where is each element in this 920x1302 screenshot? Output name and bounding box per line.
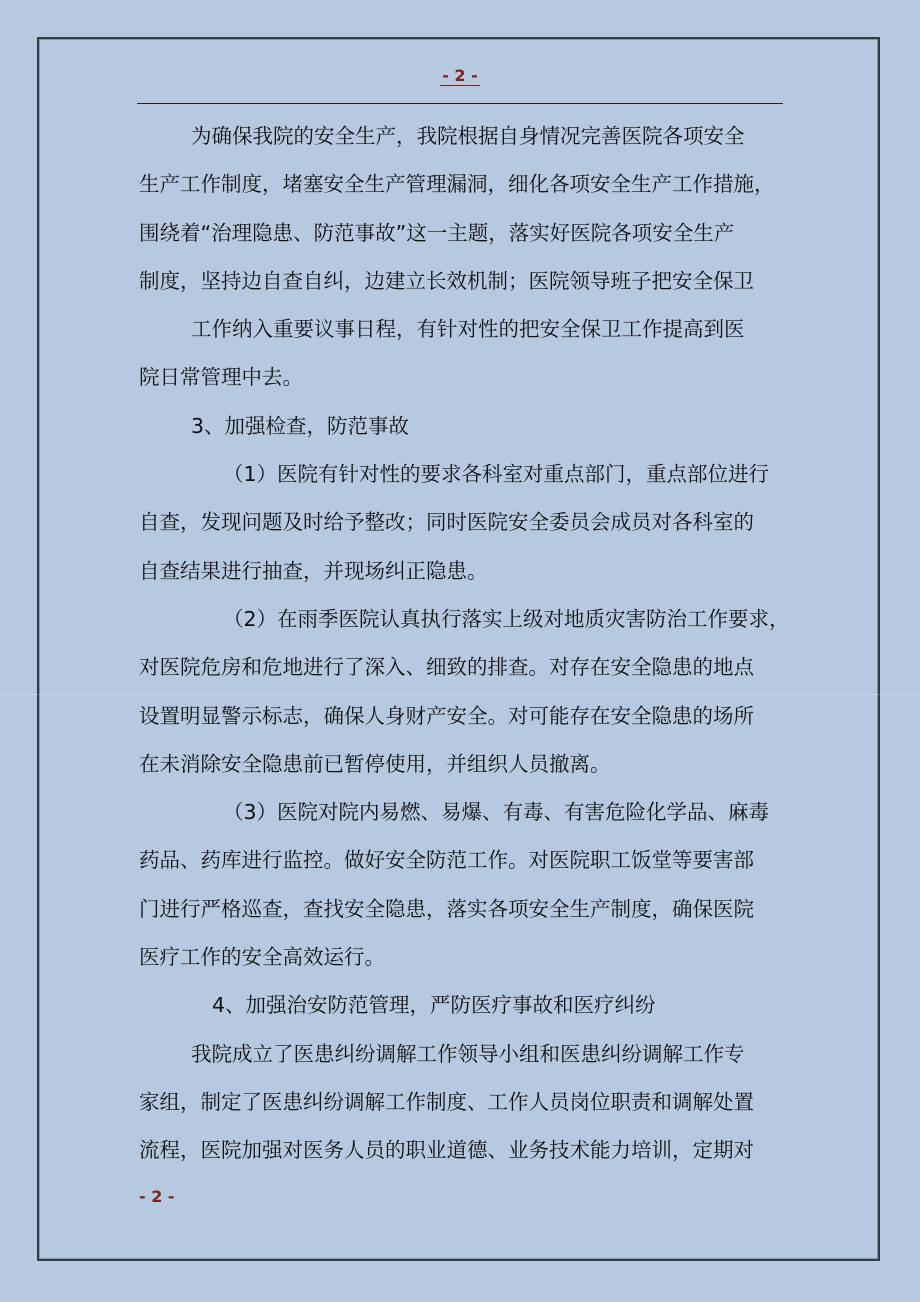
paragraph-line: 院日常管理中去。 [139, 365, 303, 390]
paragraph-line: 围绕着“治理隐患、防范事故”这一主题，落实好医院各项安全生产 [139, 220, 735, 245]
paragraph-line: 流程，医院加强对医务人员的职业道德、业务技术能力培训，定期对 [139, 1138, 754, 1163]
paragraph-line: 门进行严格巡查，查找安全隐患，落实各项安全生产制度，确保医院 [139, 896, 754, 921]
section-heading: 4、加强治安防范管理，严防医疗事故和医疗纠纷 [212, 993, 656, 1018]
paragraph-line: 设置明显警示标志，确保人身财产安全。对可能存在安全隐患的场所 [139, 703, 754, 728]
paragraph-line: 为确保我院的安全生产，我院根据自身情况完善医院各项安全 [191, 124, 745, 148]
header-rule [137, 103, 783, 104]
paragraph-line: 自查结果进行抽查，并现场纠正隐患。 [139, 558, 488, 583]
section-heading: 3、加强检查，防范事故 [191, 413, 410, 438]
paragraph-line: （2）在雨季医院认真执行落实上级对地质灾害防治工作要求， [223, 606, 790, 631]
paragraph-line: 生产工作制度，堵塞安全生产管理漏洞，细化各项安全生产工作措施， [139, 172, 775, 197]
header-page-number [420, 66, 500, 86]
paragraph-line: （1）医院有针对性的要求各科室对重点部门，重点部位进行 [223, 462, 770, 487]
paragraph-line: 在未消除安全隐患前已暂停使用，并组织人员撤离。 [139, 751, 611, 776]
paragraph-line: 自查，发现问题及时给予整改；同时医院安全委员会成员对各科室的 [139, 510, 754, 535]
paragraph-line: 家组，制定了医患纠纷调解工作制度、工作人员岗位职责和调解处置 [139, 1089, 754, 1114]
paragraph-line: 药品、药库进行监控。做好安全防范工作。对医院职工饭堂等要害部 [139, 848, 754, 873]
footer-page-number: - 2 - [139, 1187, 175, 1206]
document-body [139, 112, 799, 1175]
paragraph-line: 工作纳入重要议事日程，有针对性的把安全保卫工作提高到医 [191, 317, 745, 342]
paragraph-line: 我院成立了医患纠纷调解工作领导小组和医患纠纷调解工作专 [191, 1041, 745, 1066]
paragraph-line: （3）医院对院内易燃、易爆、有毒、有害危险化学品、麻毒 [223, 800, 770, 825]
header-page-number-text: - 2 - [442, 66, 478, 85]
paragraph-line: 制度，坚持边自查自纠，边建立长效机制；医院领导班子把安全保卫 [139, 268, 754, 293]
paragraph-line: 对医院危房和危地进行了深入、细致的排查。对存在安全隐患的地点 [139, 655, 754, 680]
paragraph-line: 医疗工作的安全高效运行。 [139, 945, 385, 970]
